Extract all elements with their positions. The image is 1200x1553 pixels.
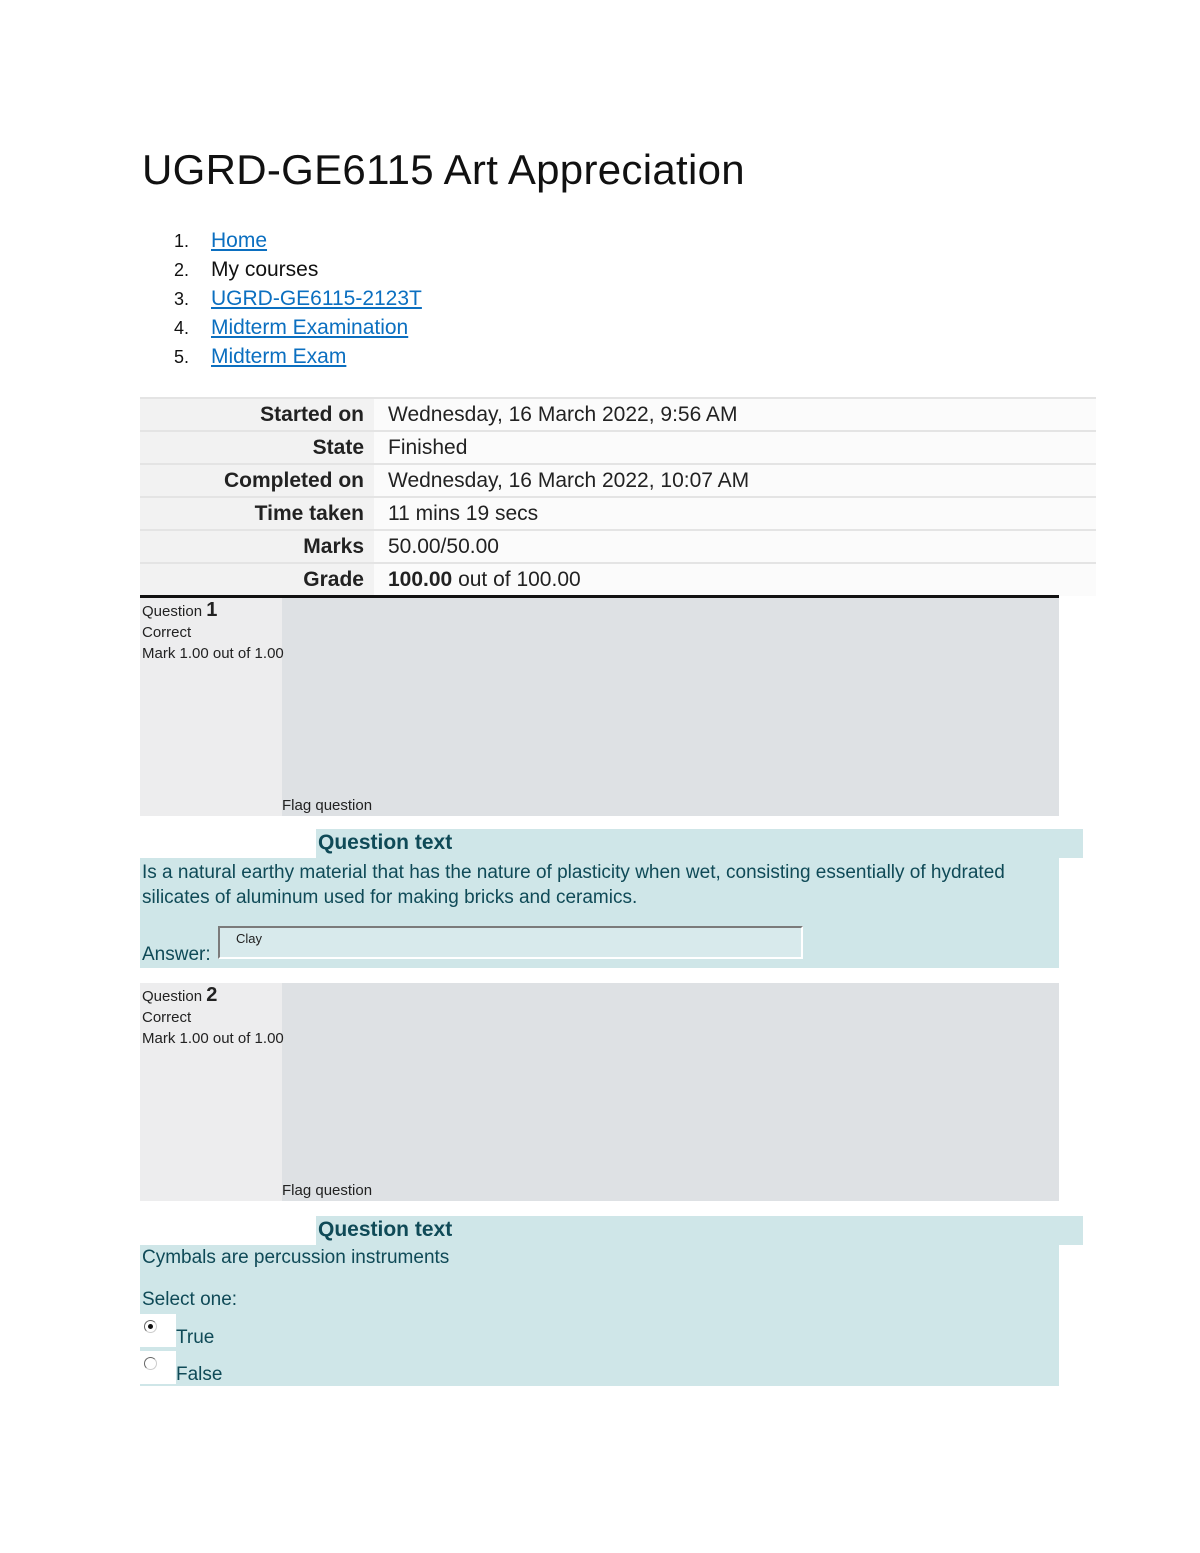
breadcrumb-number: 3. (174, 289, 190, 309)
option-true-radio-cell (140, 1314, 176, 1347)
summary-value (374, 563, 1096, 596)
question-info-1 (140, 595, 1059, 816)
summary-value: 50.00/50.00 (374, 530, 1096, 563)
summary-row-state (140, 431, 1096, 464)
breadcrumb-number: 4. (174, 318, 190, 338)
question-status: Correct (142, 624, 192, 641)
question-text-header-1 (316, 829, 1083, 858)
attempt-summary-table (140, 397, 1096, 596)
breadcrumb-link-midterm-examination[interactable]: Midterm Examination (211, 316, 409, 339)
question-formulation-1 (140, 858, 1059, 968)
breadcrumb-number: 5. (174, 347, 190, 367)
summary-row-time-taken (140, 497, 1096, 530)
summary-value: 11 mins 19 secs (374, 497, 1096, 530)
answer-input[interactable] (218, 926, 803, 959)
question-number: 1 (206, 599, 218, 621)
breadcrumb-item-home (174, 226, 422, 255)
breadcrumb-number: 1. (174, 231, 190, 251)
select-one-label: Select one: (142, 1289, 238, 1310)
question-formulation-2 (140, 1245, 1059, 1386)
question-label: Question (142, 988, 207, 1005)
breadcrumb-link-course[interactable]: UGRD-GE6115-2123T (211, 287, 422, 310)
breadcrumb-link-home[interactable]: Home (211, 229, 268, 252)
breadcrumb-item-midterm-exam (174, 342, 422, 371)
summary-row-started-on (140, 398, 1096, 431)
flag-question-link[interactable]: Flag question (282, 797, 373, 814)
breadcrumb-number: 2. (174, 260, 190, 280)
breadcrumb (174, 226, 422, 371)
flag-question-link[interactable]: Flag question (282, 1182, 373, 1199)
summary-row-marks (140, 530, 1096, 563)
question-text-heading: Question text (318, 831, 453, 854)
answer-label: Answer: (142, 944, 211, 965)
question-text: Is a natural earthy material that has the nature of plasticity when wet, consisting essentially of hydrated silicates of aluminum used for making bricks and ceramics. (142, 862, 1005, 908)
grade-score: 100.00 (388, 568, 453, 591)
question-info-text (142, 600, 284, 664)
option-false-radio-cell (140, 1351, 176, 1384)
grade-out-of: out of 100.00 (452, 568, 581, 591)
summary-label: Completed on (140, 464, 374, 497)
question-mark: Mark 1.00 out of 1.00 (142, 1030, 284, 1047)
question-info-2 (140, 983, 1059, 1201)
question-number: 2 (206, 984, 218, 1006)
option-false-label[interactable]: False (176, 1364, 223, 1385)
summary-label: State (140, 431, 374, 464)
question-text-heading: Question text (318, 1218, 453, 1241)
answer-value: Clay (236, 931, 263, 946)
breadcrumb-item-course (174, 284, 422, 313)
radio-false[interactable] (144, 1357, 157, 1370)
radio-true[interactable] (144, 1320, 157, 1333)
summary-row-completed-on (140, 464, 1096, 497)
summary-value: Finished (374, 431, 1096, 464)
summary-label: Grade (140, 563, 374, 596)
summary-label: Time taken (140, 497, 374, 530)
summary-value: Wednesday, 16 March 2022, 9:56 AM (374, 398, 1096, 431)
question-info-text (142, 985, 284, 1049)
page-title: UGRD-GE6115 Art Appreciation (142, 146, 745, 193)
breadcrumb-text-my-courses: My courses (211, 258, 319, 281)
option-true-label[interactable]: True (176, 1327, 215, 1348)
breadcrumb-item-midterm-examination (174, 313, 422, 342)
summary-label: Started on (140, 398, 374, 431)
question-mark: Mark 1.00 out of 1.00 (142, 645, 284, 662)
summary-value: Wednesday, 16 March 2022, 10:07 AM (374, 464, 1096, 497)
breadcrumb-link-midterm-exam[interactable]: Midterm Exam (211, 345, 347, 368)
question-label: Question (142, 603, 207, 620)
question-text: Cymbals are percussion instruments (142, 1247, 450, 1268)
summary-row-grade (140, 563, 1096, 596)
question-text-header-2 (316, 1216, 1083, 1245)
breadcrumb-item-my-courses (174, 255, 422, 284)
question-status: Correct (142, 1009, 192, 1026)
summary-label: Marks (140, 530, 374, 563)
